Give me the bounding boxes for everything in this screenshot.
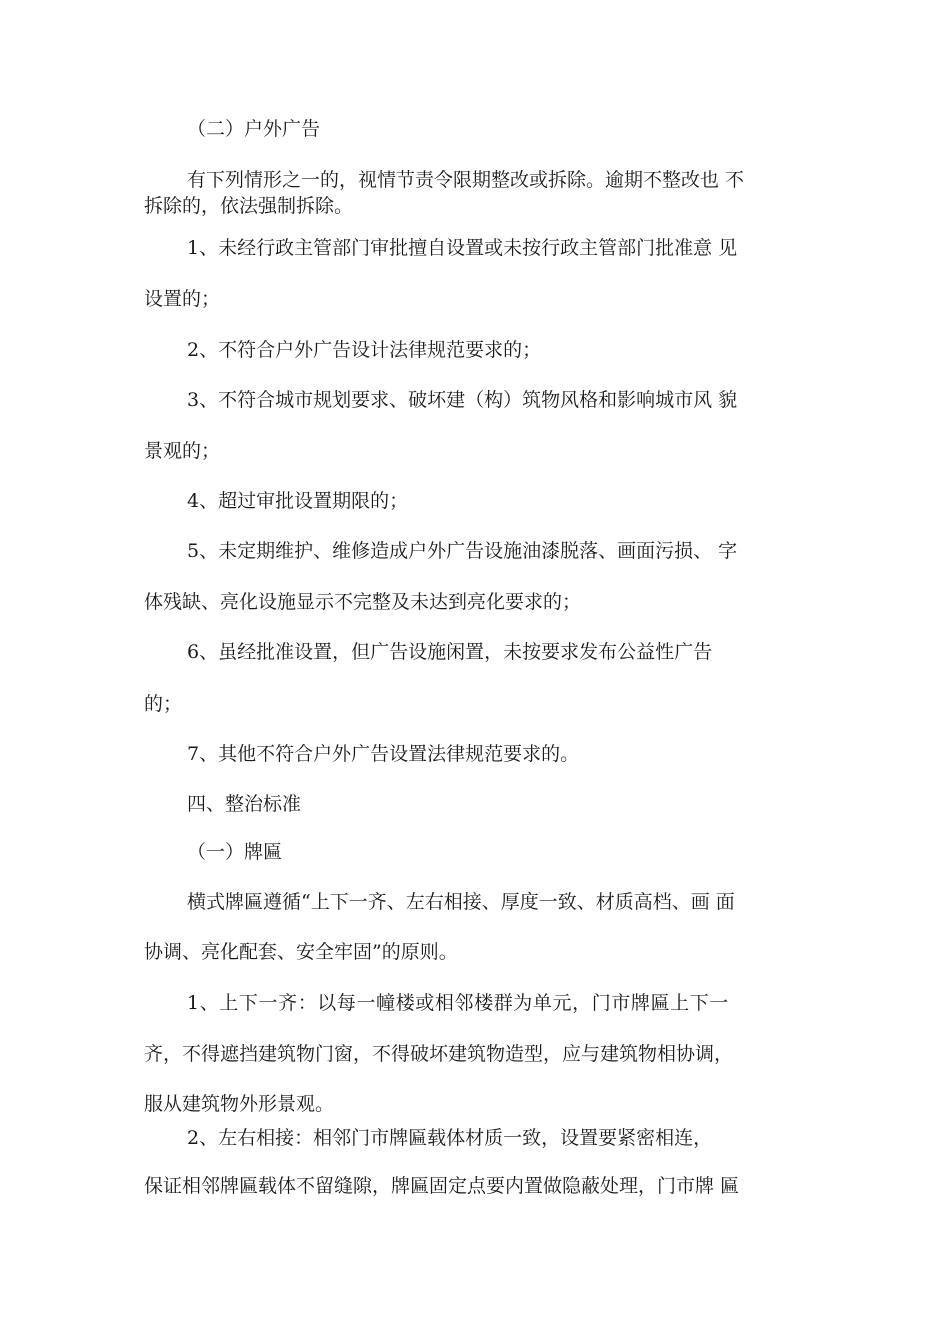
intro-line-2: 拆除的，依法强制拆除。: [144, 195, 354, 217]
item-5-line-2: 体残缺、亮化设施显示不完整及未达到亮化要求的；: [144, 591, 582, 613]
section-title: （二）户外广告: [187, 118, 321, 140]
rule-2-line-2: 保证相邻牌匾载体不留缝隙，牌匾固定点要内置做隐蔽处理，门市牌 匾: [144, 1175, 740, 1197]
item-3-line-1: 3、不符合城市规划要求、破坏建（构）筑物风格和影响城市风 貌: [187, 389, 738, 411]
item-2-line-1: 2、不符合户外广告设计法律规范要求的；: [187, 339, 542, 361]
item-6-line-2: 的；: [144, 693, 183, 715]
principle-line-1: 横式牌匾遵循“上下一齐、左右相接、厚度一致、材质高档、画 面: [187, 891, 735, 913]
principle-line-2: 协调、亮化配套、安全牢固”的原则。: [144, 941, 458, 963]
rule-1-line-3: 服从建筑物外形景观。: [144, 1093, 335, 1115]
rule-2-line-1: 2、左右相接：相邻门市牌匾载体材质一致，设置要紧密相连，: [187, 1127, 713, 1149]
intro-line-1: 有下列情形之一的，视情节责令限期整改或拆除。逾期不整改也 不: [187, 169, 745, 191]
item-5-line-1: 5、未定期维护、维修造成户外广告设施油漆脱落、画面污损、 字: [187, 540, 738, 562]
item-1-line-1: 1、未经行政主管部门审批擅自设置或未按行政主管部门批准意 见: [187, 237, 738, 259]
rule-1-line-1: 1、上下一齐：以每一幢楼或相邻楼群为单元，门市牌匾上下一: [187, 992, 729, 1014]
item-3-line-2: 景观的；: [144, 440, 221, 462]
item-6-line-1: 6、虽经批准设置，但广告设施闲置，未按要求发布公益性广告: [187, 641, 713, 663]
heading-4: 四、整治标准: [187, 793, 302, 815]
item-7-line-1: 7、其他不符合户外广告设置法律规范要求的。: [187, 743, 580, 765]
rule-1-line-2: 齐，不得遮挡建筑物门窗，不得破坏建筑物造型，应与建筑物相协调，: [144, 1043, 734, 1065]
item-1-line-2: 设置的；: [144, 288, 221, 310]
subheading-1: （一）牌匾: [187, 841, 283, 863]
item-4-line-1: 4、超过审批设置期限的；: [187, 490, 409, 512]
